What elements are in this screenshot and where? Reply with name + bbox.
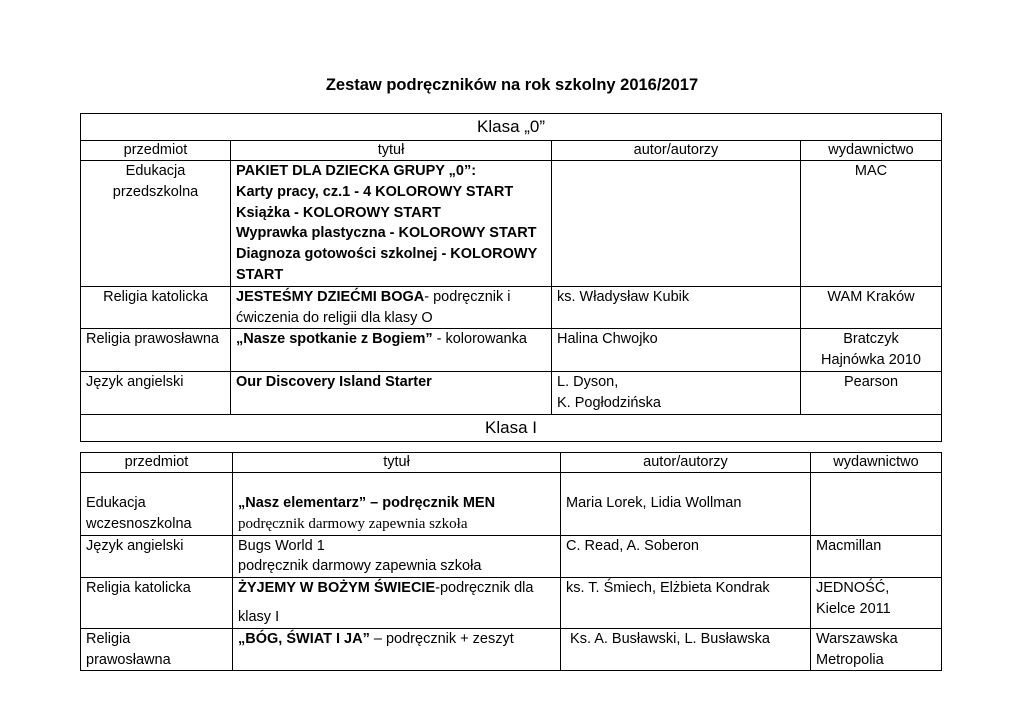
publisher-line: Kielce 2011	[816, 600, 891, 617]
header-author: autor/autorzy	[561, 453, 811, 473]
subject-line: Edukacja	[86, 495, 146, 511]
title-cell	[233, 628, 561, 671]
publisher-cell: MAC	[801, 161, 942, 287]
klasa-1-heading-row	[81, 414, 942, 441]
title-cell: Our Discovery Island Starter	[231, 371, 552, 414]
publisher-cell	[801, 329, 942, 372]
title-bold: „Nasz elementarz” – podręcznik MEN	[238, 495, 496, 511]
author-cell: Ks. A. Busławski, L. Busławska	[561, 628, 811, 671]
title-bold: JESTEŚMY DZIEĆMI BOGA	[236, 288, 425, 305]
table-row	[81, 628, 942, 671]
klasa-0-table	[80, 113, 942, 442]
subject-cell: Edukacja przedszkolna	[81, 161, 231, 287]
table-row	[81, 473, 942, 536]
title-line: Karty pracy, cz.1 - 4 KOLOROWY START	[236, 183, 514, 200]
title-cell	[231, 286, 552, 329]
title-cell	[233, 535, 561, 578]
title-line: Bugs World 1	[238, 537, 325, 554]
publisher-cell: WAM Kraków	[801, 286, 942, 329]
publisher-line: Bratczyk	[843, 331, 899, 348]
author-cell	[552, 161, 801, 287]
klasa-0-heading-row	[81, 114, 942, 141]
publisher-line: Warszawska	[816, 630, 898, 647]
title-line: Książka - KOLOROWY START	[236, 204, 441, 221]
header-publisher: wydawnictwo	[801, 141, 942, 161]
title-note: podręcznik darmowy zapewnia szkoła	[238, 515, 468, 532]
author-cell: Maria Lorek, Lidia Wollman	[561, 473, 811, 536]
table-row	[81, 329, 942, 372]
subject-cell: Religia prawosławna	[81, 329, 231, 372]
title-rest: - podręcznik i ćwiczenia do religii dla klasy O	[236, 288, 511, 326]
klasa-1-heading: Klasa I	[81, 414, 942, 441]
publisher-line: JEDNOŚĆ,	[816, 580, 890, 597]
author-cell	[552, 371, 801, 414]
title-line: podręcznik darmowy zapewnia szkoła	[238, 558, 482, 575]
table-row	[81, 535, 942, 578]
author-cell: C. Read, A. Soberon	[561, 535, 811, 578]
title-cell	[233, 473, 561, 536]
title-line: klasy I	[238, 608, 280, 625]
subject-cell: Religia katolicka	[81, 578, 233, 629]
title-line: Diagnoza gotowości szkolnej - KOLOROWY START	[236, 246, 538, 283]
title-cell	[231, 161, 552, 287]
header-row	[81, 141, 942, 161]
title-cell	[231, 329, 552, 372]
subject-cell	[81, 628, 233, 671]
klasa-0-heading: Klasa „0”	[81, 114, 942, 141]
klasa-1-table	[80, 452, 942, 671]
publisher-cell	[811, 473, 942, 536]
table-row	[81, 286, 942, 329]
title-bold: „BÓG, ŚWIAT I JA”	[238, 630, 370, 647]
title-bold: ŻYJEMY W BOŻYM ŚWIECIE	[238, 580, 436, 597]
title-rest: -podręcznik dla	[435, 580, 534, 597]
table-row	[81, 161, 942, 287]
title-line: Wyprawka plastyczna - KOLOROWY START	[236, 225, 537, 242]
author-cell: ks. Władysław Kubik	[552, 286, 801, 329]
subject-cell	[81, 473, 233, 536]
header-row	[81, 453, 942, 473]
subject-line: wczesnoszkolna	[86, 515, 192, 532]
publisher-line: Hajnówka 2010	[821, 352, 921, 369]
title-line: PAKIET DLA DZIECKA GRUPY „0”:	[236, 163, 477, 179]
publisher-line: Metropolia	[816, 651, 884, 668]
title-line	[238, 578, 555, 599]
subject-line: Religia	[86, 630, 131, 647]
header-author: autor/autorzy	[552, 141, 801, 161]
title-rest: - kolorowanka	[432, 331, 527, 348]
title-rest: – podręcznik + zeszyt	[369, 630, 514, 647]
author-cell: ks. T. Śmiech, Elżbieta Kondrak	[561, 578, 811, 629]
table-row	[81, 371, 942, 414]
title-cell	[233, 578, 561, 629]
header-publisher: wydawnictwo	[811, 453, 942, 473]
header-title: tytuł	[231, 141, 552, 161]
subject-cell: Język angielski	[81, 535, 233, 578]
author-cell: Halina Chwojko	[552, 329, 801, 372]
title-bold: „Nasze spotkanie z Bogiem”	[236, 331, 433, 348]
header-title: tytuł	[233, 453, 561, 473]
publisher-cell	[811, 628, 942, 671]
publisher-cell: Pearson	[801, 371, 942, 414]
author-line: K. Pogłodzińska	[557, 394, 661, 411]
table-row	[81, 578, 942, 629]
header-subject: przedmiot	[81, 141, 231, 161]
publisher-cell: Macmillan	[811, 535, 942, 578]
subject-cell: Religia katolicka	[81, 286, 231, 329]
author-line: L. Dyson,	[557, 373, 619, 390]
publisher-cell	[811, 578, 942, 629]
page-title: Zestaw podręczników na rok szkolny 2016/2017	[325, 76, 699, 94]
subject-line: prawosławna	[86, 651, 171, 668]
subject-cell: Język angielski	[81, 371, 231, 414]
header-subject: przedmiot	[81, 453, 233, 473]
